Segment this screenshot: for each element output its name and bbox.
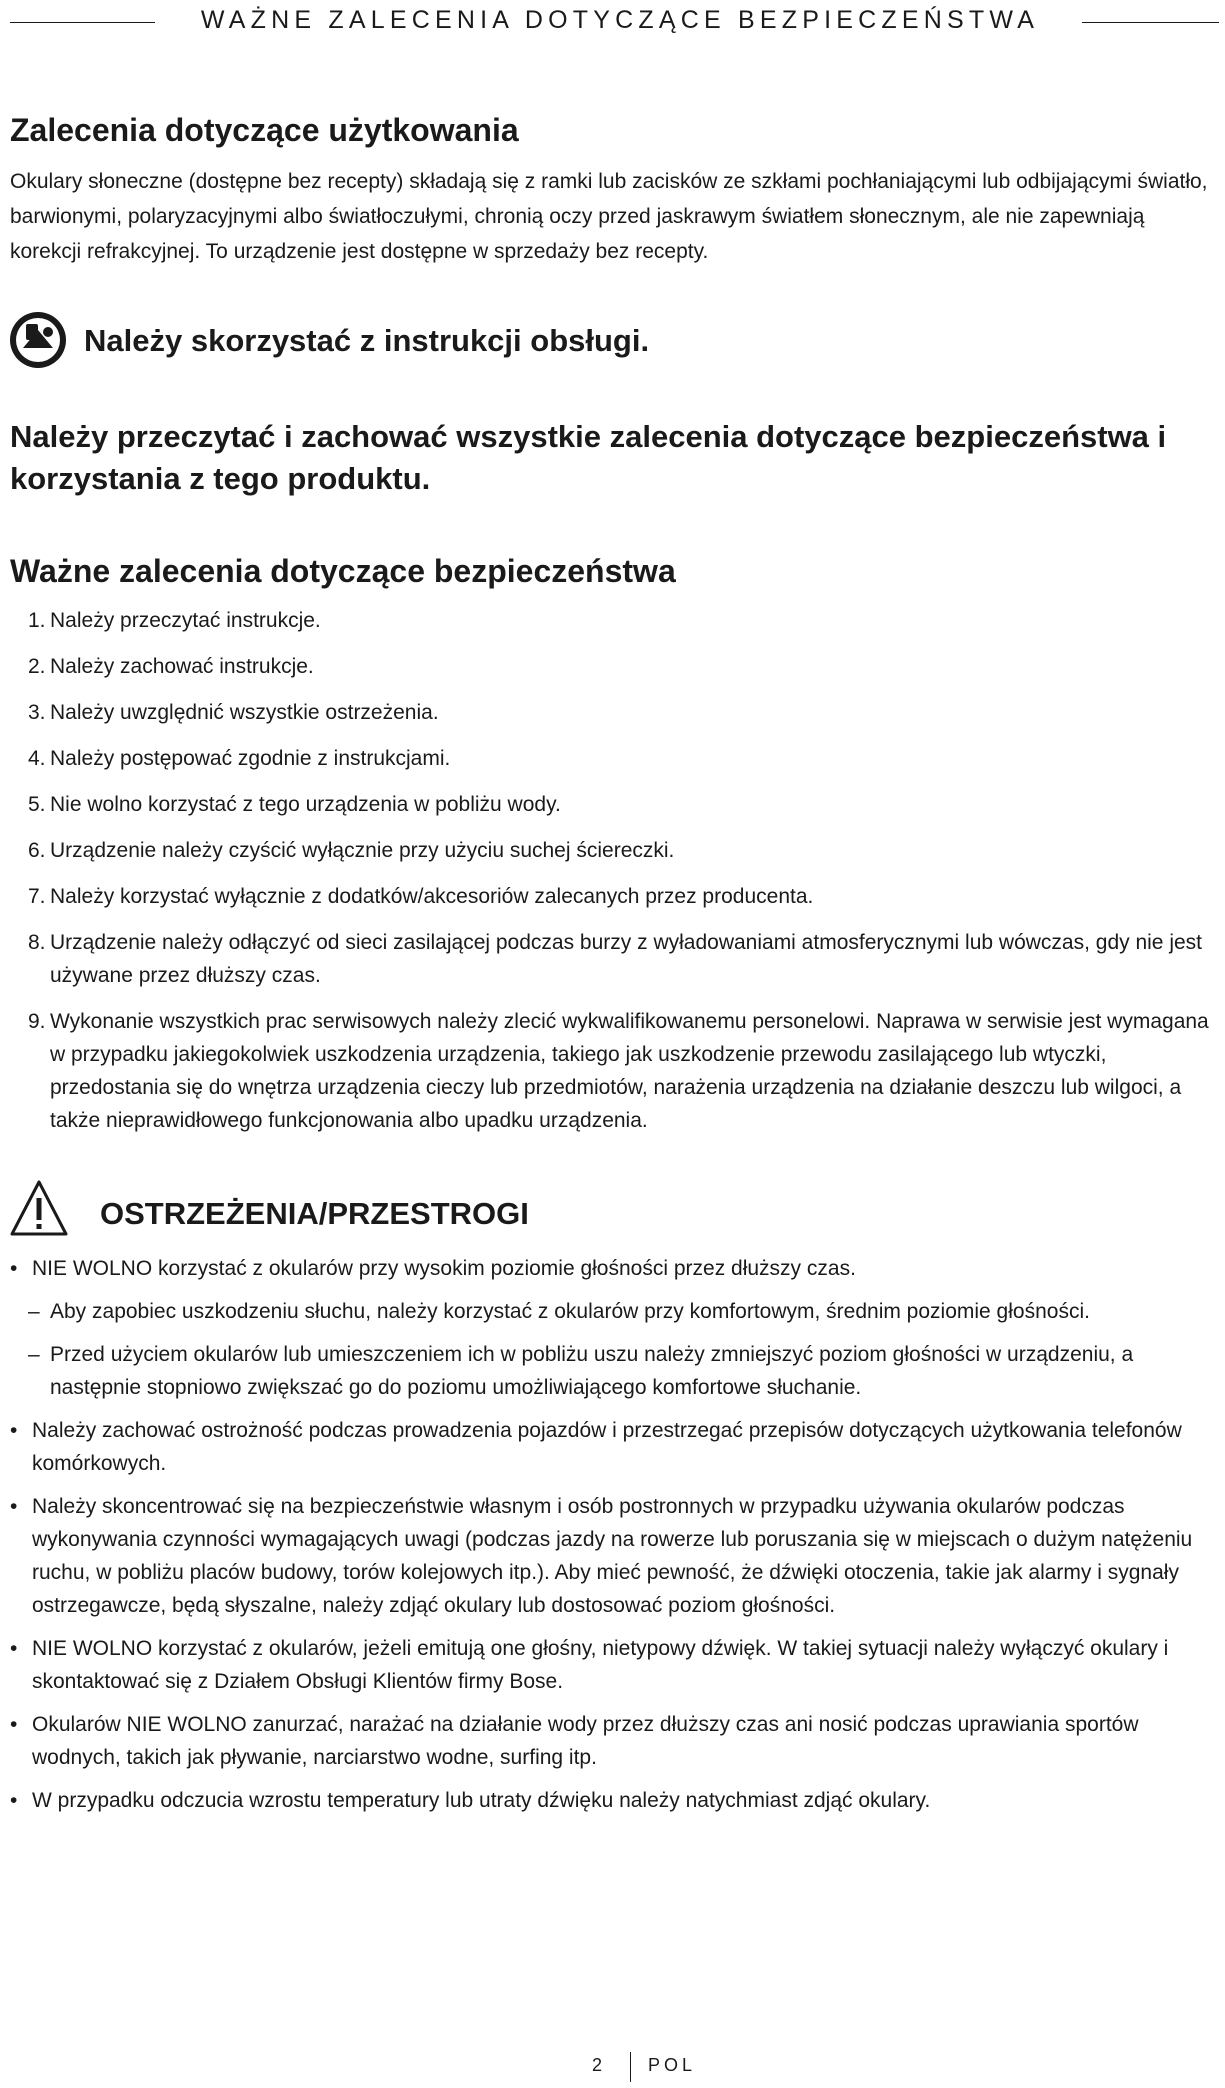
list-item-number: 1. bbox=[28, 609, 46, 632]
list-item bbox=[10, 604, 1215, 637]
list-item-number: 7. bbox=[28, 885, 46, 908]
warning-text: Należy zachować ostrożność podczas prowadzenia pojazdów i przestrzegać przepisów dotyczących użytkowania telefonów komórkowych. bbox=[32, 1419, 1182, 1475]
bullet-marker: • bbox=[10, 1713, 18, 1736]
list-item-text: Urządzenie należy odłączyć od sieci zasilającej podczas burzy z wyładowaniami atmosferycznymi lub wówczas, gdy nie jest używane przez dłuższy czas. bbox=[50, 931, 1202, 987]
header-rule-left bbox=[10, 22, 155, 23]
warnings-list bbox=[8, 1252, 1218, 1827]
warning-text: NIE WOLNO korzystać z okularów przy wysokim poziomie głośności przez dłuższy czas. bbox=[32, 1257, 856, 1280]
usage-text: Okulary słoneczne (dostępne bez recepty) składają się z ramki lub zacisków ze szkłami pochłaniającymi lub odbijającymi światło, barwionymi, polaryzacyjnymi albo światłoczułymi, chronią oczy przed jaskrawym światłem słonecznym, ale nie zapewniają korekcji refrakcyjnej. To urządzenie jest dostępne w sprzedaży bez recepty. bbox=[10, 170, 1208, 263]
list-item bbox=[10, 1005, 1215, 1137]
list-item-text: Nie wolno korzystać z tego urządzenia w pobliżu wody. bbox=[50, 793, 561, 816]
warnings-title: OSTRZEŻENIA/PRZESTROGI bbox=[100, 1196, 529, 1231]
list-item-text: Należy korzystać wyłącznie z dodatków/akcesoriów zalecanych przez producenta. bbox=[50, 885, 814, 908]
list-item-number: 2. bbox=[28, 655, 46, 678]
warning-text: Przed użyciem okularów lub umieszczeniem ich w pobliżu uszu należy zmniejszyć poziom głośności w urządzeniu, a następnie stopniowo zwiększać go do poziomu umożliwiającego komfortowe słuchanie. bbox=[50, 1343, 1134, 1399]
list-item bbox=[10, 696, 1215, 729]
list-item-number: 6. bbox=[28, 839, 46, 862]
warning-text: Należy skoncentrować się na bezpieczeństwie własnym i osób postronnych w przypadku używania okularów podczas wykonywania czynności wymagających uwagi (podczas jazdy na rowerze lub poruszania się w miejscach o dużym natężeniu ruchu, w pobliżu placów budowy, torów kolejowych itp.). Aby mieć pewność, że dźwięki otoczenia, takie jak alarmy i sygnały ostrzegawcze, będą słyszalne, należy zdjąć okulary lub dostosować poziom głośności. bbox=[32, 1495, 1193, 1617]
page-footer bbox=[0, 2052, 1225, 2082]
warnings-heading bbox=[8, 1178, 1208, 1248]
list-item-text: Należy przeczytać instrukcje. bbox=[50, 609, 321, 632]
warning-text: W przypadku odczucia wzrostu temperatury lub utraty dźwięku należy natychmiast zdjąć okulary. bbox=[32, 1789, 931, 1812]
read-keep-heading: Należy przeczytać i zachować wszystkie zalecenia dotyczące bezpieczeństwa i korzystania z tego produktu. bbox=[10, 419, 1167, 496]
bullet-marker: • bbox=[10, 1419, 18, 1442]
warning-item bbox=[8, 1708, 1218, 1774]
list-item bbox=[10, 650, 1215, 683]
page-header bbox=[0, 4, 1225, 40]
list-item-number: 3. bbox=[28, 701, 46, 724]
list-item-number: 4. bbox=[28, 747, 46, 770]
warning-text: NIE WOLNO korzystać z okularów, jeżeli emitują one głośny, nietypowy dźwięk. W takiej sytuacji należy wyłączyć okulary i skontaktować się z Działem Obsługi Klientów firmy Bose. bbox=[32, 1637, 1169, 1693]
list-item-text: Należy zachować instrukcje. bbox=[50, 655, 314, 678]
list-item-text: Należy uwzględnić wszystkie ostrzeżenia. bbox=[50, 701, 439, 724]
dash-marker: – bbox=[28, 1300, 40, 1323]
footer-separator bbox=[630, 2052, 631, 2082]
header-rule-right bbox=[1082, 22, 1219, 23]
warning-item bbox=[8, 1784, 1218, 1817]
list-item-number: 8. bbox=[28, 931, 46, 954]
list-item-number: 9. bbox=[28, 1010, 46, 1033]
list-item-number: 5. bbox=[28, 793, 46, 816]
language-code: POL bbox=[648, 2055, 697, 2075]
warning-subitem bbox=[8, 1295, 1218, 1328]
dash-marker: – bbox=[28, 1343, 40, 1366]
list-item bbox=[10, 880, 1215, 913]
bullet-marker: • bbox=[10, 1257, 18, 1280]
bullet-marker: • bbox=[10, 1637, 18, 1660]
warning-triangle-icon bbox=[8, 1178, 70, 1238]
warning-item bbox=[8, 1490, 1218, 1622]
warning-subitem bbox=[8, 1338, 1218, 1404]
instructions-text: Należy skorzystać z instrukcji obsługi. bbox=[84, 323, 650, 358]
list-item bbox=[10, 926, 1215, 992]
list-item bbox=[10, 742, 1215, 775]
warning-item bbox=[8, 1414, 1218, 1480]
consult-instructions-icon bbox=[8, 310, 68, 370]
warning-text: Okularów NIE WOLNO zanurzać, narażać na działanie wody przez dłuższy czas ani nosić podczas uprawiania sportów wodnych, takich jak pływanie, narciarstwo wodne, surfing itp. bbox=[32, 1713, 1139, 1769]
important-title: Ważne zalecenia dotyczące bezpieczeństwa bbox=[10, 553, 676, 589]
header-title: WAŻNE ZALECENIA DOTYCZĄCE BEZPIECZEŃSTWA bbox=[200, 6, 1040, 34]
list-item-text: Wykonanie wszystkich prac serwisowych należy zlecić wykwalifikowanemu personelowi. Naprawa w serwisie jest wymagana w przypadku jakiegokolwiek uszkodzenia urządzenia, takiego jak uszkodzenie przewodu zasilającego lub wtyczki, przedostania się do wnętrza urządzenia cieczy lub przedmiotów, narażenia urządzenia na działanie deszczu lub wilgoci, a także nieprawidłowego funkcjonowania albo upadku urządzenia. bbox=[50, 1010, 1209, 1132]
warning-item bbox=[8, 1632, 1218, 1698]
list-item bbox=[10, 834, 1215, 867]
page-number: 2 bbox=[592, 2055, 605, 2075]
bullet-marker: • bbox=[10, 1495, 18, 1518]
warning-text: Aby zapobiec uszkodzeniu słuchu, należy korzystać z okularów przy komfortowym, średnim poziomie głośności. bbox=[50, 1300, 1090, 1323]
warning-item bbox=[8, 1252, 1218, 1285]
instructions-notice bbox=[8, 310, 1208, 370]
usage-title: Zalecenia dotyczące użytkowania bbox=[10, 112, 519, 148]
list-item-text: Należy postępować zgodnie z instrukcjami. bbox=[50, 747, 451, 770]
list-item bbox=[10, 788, 1215, 821]
list-item-text: Urządzenie należy czyścić wyłącznie przy użyciu suchej ściereczki. bbox=[50, 839, 675, 862]
bullet-marker: • bbox=[10, 1789, 18, 1812]
important-list bbox=[10, 604, 1215, 1150]
